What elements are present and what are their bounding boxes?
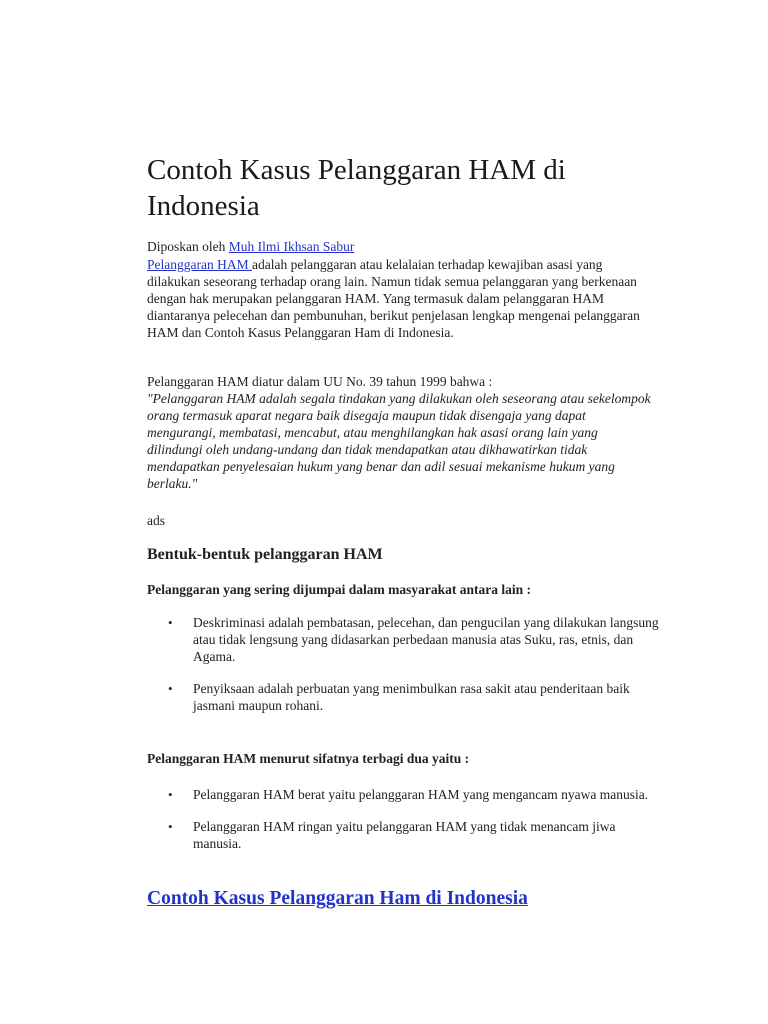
law-quote: "Pelanggaran HAM adalah segala tindakan yang dilakukan oleh seseorang atau sekelompok orang termasuk aparat negara baik disegaja maupun tidak disengaja yang dapat mengurangi, membatasi, mencabut, atau menghilangkan hak asasi orang lain yang dilindungi oleh undang-undang dan tidak mendapatkan atau dikhawatirkan tidak mendapatkan penyelesaian hukum yang benar dan adil sesuai mekanisme hukum yang berlaku." <box>147 391 651 491</box>
ads-label: ads <box>147 513 165 528</box>
bullet-icon: • <box>168 615 173 630</box>
intro-link[interactable]: Pelanggaran HAM <box>147 257 252 272</box>
author-link[interactable]: Muh Ilmi Ikhsan Sabur <box>228 239 355 254</box>
list-item-text: Deskriminasi adalah pembatasan, pelecehan, dan pengucilan yang dilakukan langsung atau tidak lengsung yang didasarkan perbedaan manusia atas Suku, ras, etnis, dan Agama. <box>193 615 659 664</box>
list-item <box>147 680 663 714</box>
byline <box>147 238 354 256</box>
list-item <box>147 786 663 803</box>
list-item-text: Penyiksaan adalah perbuatan yang menimbulkan rasa sakit atau penderitaan baik jasmani maupun rohani. <box>193 681 630 713</box>
bullet-icon: • <box>168 681 173 696</box>
intro-text: adalah pelanggaran atau kelalaian terhadap kewajiban asasi yang dilakukan seseorang terhadap orang lain. Namun tidak semua pelanggaran yang berkenaan dengan hak merupakan pelanggaran HAM. Yang termasuk dalam pelanggaran HAM diantaranya pelecehan dan pembunuhan, berikut penjelasan lengkap mengenai pelanggaran HAM dan Contoh Kasus Pelanggaran Ham di Indonesia. <box>147 257 640 340</box>
page-title: Contoh Kasus Pelanggaran HAM di Indonesia <box>147 154 566 222</box>
byline-prefix: Diposkan oleh <box>147 239 229 254</box>
law-intro: Pelanggaran HAM diatur dalam UU No. 39 tahun 1999 bahwa : <box>147 374 493 389</box>
intro-paragraph <box>147 256 647 341</box>
list-item-text: Pelanggaran HAM berat yaitu pelanggaran HAM yang mengancam nyawa manusia. <box>193 787 649 802</box>
section-forms-heading: Bentuk-bentuk pelanggaran HAM <box>147 546 383 563</box>
law-paragraph <box>147 373 652 492</box>
list-item <box>147 614 663 665</box>
cases-heading <box>147 886 528 912</box>
bullet-icon: • <box>168 819 173 834</box>
list-item-text: Pelanggaran HAM ringan yaitu pelanggaran HAM yang tidak menancam jiwa manusia. <box>193 819 616 851</box>
nature-list <box>147 786 667 852</box>
nature-heading: Pelanggaran HAM menurut sifatnya terbagi dua yaitu : <box>147 751 470 766</box>
common-list <box>147 614 667 714</box>
cases-heading-link[interactable]: Contoh Kasus Pelanggaran Ham di Indonesia <box>147 888 528 909</box>
common-heading: Pelanggaran yang sering dijumpai dalam masyarakat antara lain : <box>147 582 532 597</box>
bullet-icon: • <box>168 787 173 802</box>
list-item <box>147 818 663 852</box>
